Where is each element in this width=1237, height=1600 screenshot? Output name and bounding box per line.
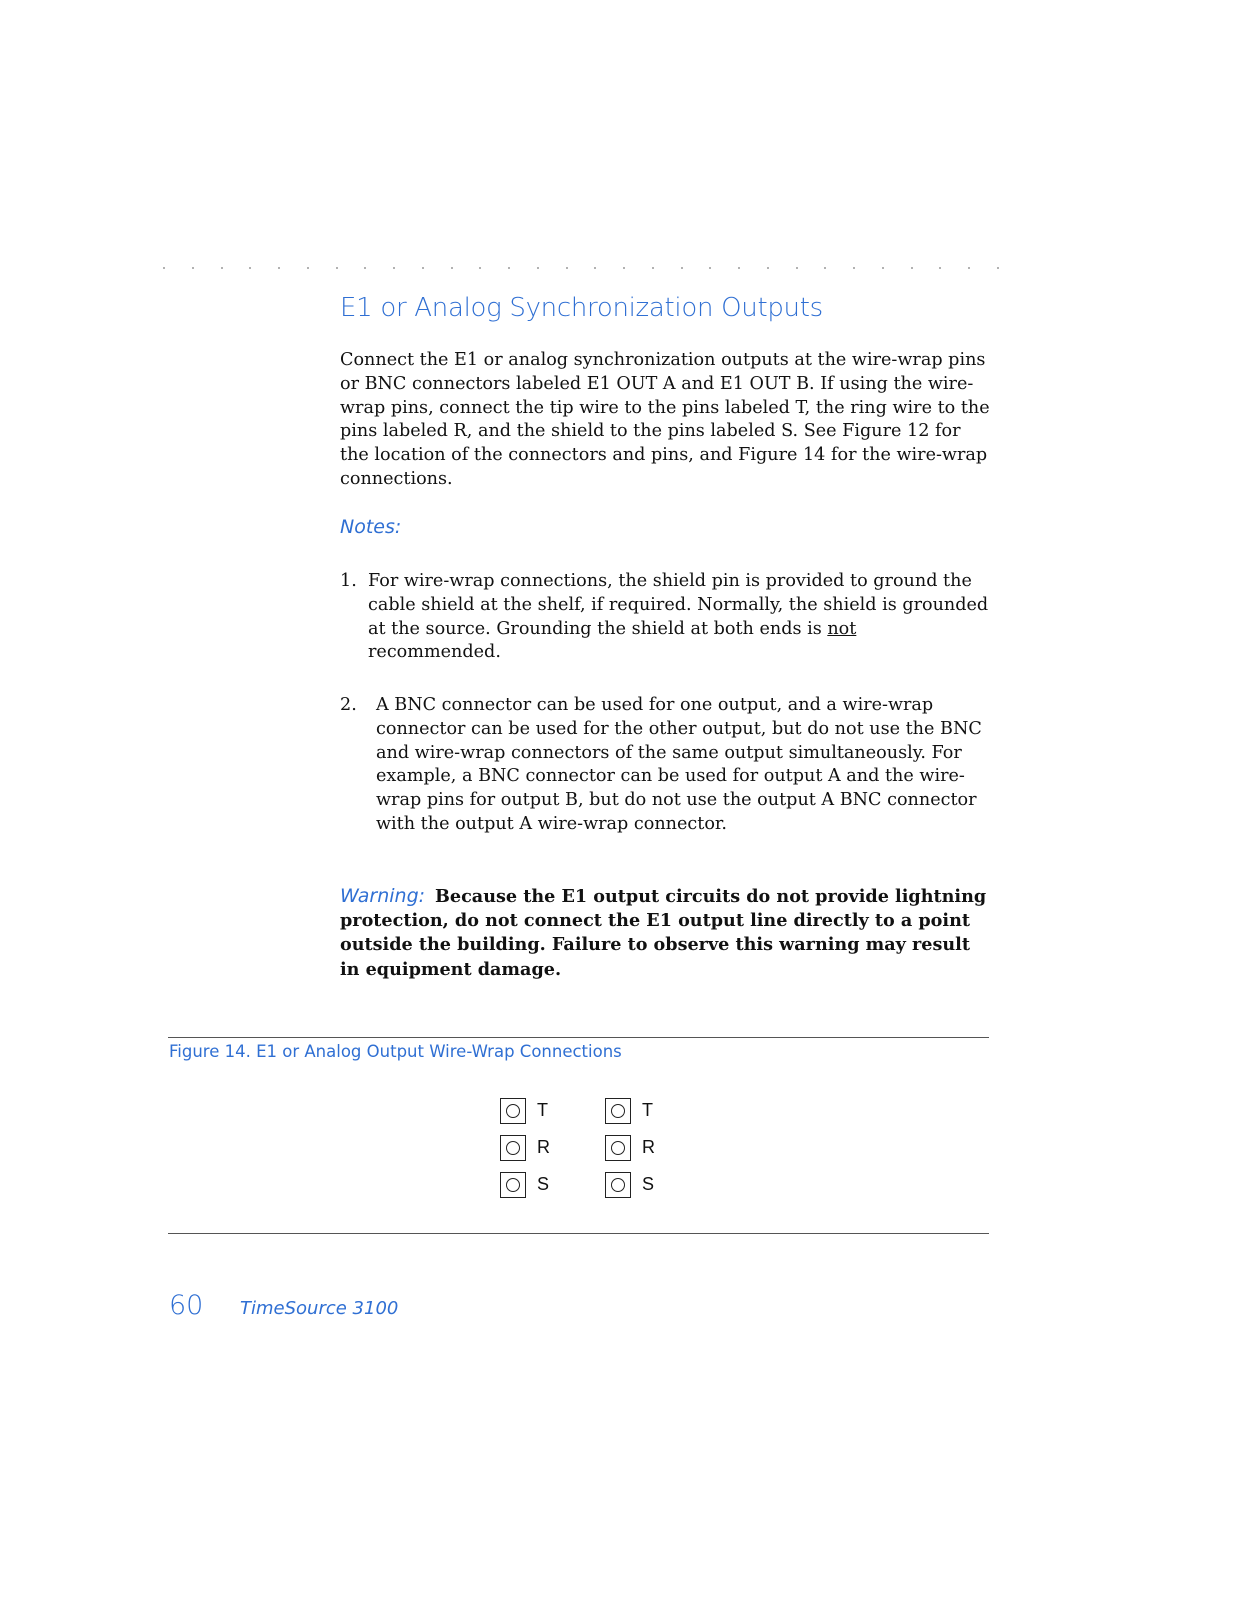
pin-row bbox=[605, 1092, 655, 1129]
wire-wrap-pin-icon bbox=[500, 1135, 526, 1161]
pin-row bbox=[500, 1166, 550, 1203]
separator-dot bbox=[796, 267, 798, 269]
separator-dot bbox=[939, 267, 941, 269]
separator-dot bbox=[623, 267, 625, 269]
separator-dot bbox=[681, 267, 683, 269]
separator-dot bbox=[508, 267, 510, 269]
wire-wrap-pin-icon bbox=[500, 1098, 526, 1124]
separator-dot bbox=[968, 267, 970, 269]
separator-dot bbox=[537, 267, 539, 269]
section-divider-dots bbox=[163, 258, 999, 278]
separator-dot bbox=[422, 267, 424, 269]
wire-wrap-pin-icon bbox=[605, 1098, 631, 1124]
separator-dot bbox=[594, 267, 596, 269]
note-text: A BNC connector can be used for one output, and a wire-wrap connector can be used for the other output, but do not use the BNC and wire-wrap connectors of the same output simultaneously. For example, a BNC connector can be used for output A and the wire-wrap pins for output B, but do not use the output A BNC connector with the output A wire-wrap connector. bbox=[376, 695, 982, 834]
pin-label: T bbox=[537, 1100, 548, 1120]
pin-row bbox=[605, 1166, 655, 1203]
page-number: 60 bbox=[169, 1290, 204, 1321]
emphasis-underline: not bbox=[827, 618, 857, 639]
separator-dot bbox=[652, 267, 654, 269]
separator-dot bbox=[393, 267, 395, 269]
note-item-1 bbox=[340, 570, 990, 665]
separator-dot bbox=[192, 267, 194, 269]
figure-top-rule bbox=[168, 1037, 989, 1038]
intro-paragraph: Connect the E1 or analog synchronization outputs at the wire-wrap pins or BNC connectors labeled E1 OUT A and E1 OUT B. If using the wire-wrap pins, connect the tip wire to the pins labeled T, the ring wire to the pins labeled R, and the shield to the pins labeled S. See Figure 12 for the location of the connectors and pins, and Figure 14 for the wire-wrap connections. bbox=[340, 350, 990, 489]
pin-label: R bbox=[537, 1137, 550, 1157]
pin-label: S bbox=[537, 1174, 550, 1194]
separator-dot bbox=[911, 267, 913, 269]
pin-row bbox=[605, 1129, 655, 1166]
separator-dot bbox=[738, 267, 740, 269]
note-text: For wire-wrap connections, the shield pin is provided to ground the cable shield at the shelf, if required. Normally, the shield is grounded at the source. Grounding the shield at both ends is not recommended. bbox=[368, 571, 989, 663]
product-name: TimeSource 3100 bbox=[240, 1298, 399, 1319]
wire-wrap-pin-icon bbox=[500, 1172, 526, 1198]
separator-dot bbox=[997, 267, 999, 269]
warning-text: Because the E1 output circuits do not provide lightning protection, do not connect the E1 output line directly to a point outside the building. Failure to observe this warning may result in equipment damage. bbox=[340, 886, 987, 980]
separator-dot bbox=[249, 267, 251, 269]
pin-label: R bbox=[642, 1137, 655, 1157]
note-number: 1. bbox=[340, 571, 357, 591]
wire-wrap-pin-icon bbox=[605, 1172, 631, 1198]
separator-dot bbox=[307, 267, 309, 269]
notes-label: Notes: bbox=[340, 516, 402, 538]
separator-dot bbox=[767, 267, 769, 269]
separator-dot bbox=[278, 267, 280, 269]
warning-block bbox=[340, 884, 992, 982]
separator-dot bbox=[882, 267, 884, 269]
note-item-2 bbox=[340, 694, 990, 837]
separator-dot bbox=[364, 267, 366, 269]
separator-dot bbox=[824, 267, 826, 269]
separator-dot bbox=[451, 267, 453, 269]
separator-dot bbox=[853, 267, 855, 269]
figure-caption: Figure 14. E1 or Analog Output Wire-Wrap Connections bbox=[169, 1042, 622, 1061]
pin-block-2 bbox=[605, 1092, 655, 1203]
wire-wrap-pin-icon bbox=[605, 1135, 631, 1161]
separator-dot bbox=[709, 267, 711, 269]
section-title: E1 or Analog Synchronization Outputs bbox=[340, 293, 823, 323]
separator-dot bbox=[566, 267, 568, 269]
separator-dot bbox=[163, 267, 165, 269]
pin-label: T bbox=[642, 1100, 653, 1120]
separator-dot bbox=[479, 267, 481, 269]
figure-bottom-rule bbox=[168, 1233, 989, 1234]
note-number: 2. bbox=[340, 695, 357, 715]
separator-dot bbox=[221, 267, 223, 269]
pin-row bbox=[500, 1129, 550, 1166]
warning-label: Warning: bbox=[340, 885, 426, 907]
pin-label: S bbox=[642, 1174, 655, 1194]
pin-block-1 bbox=[500, 1092, 550, 1203]
separator-dot bbox=[336, 267, 338, 269]
pin-row bbox=[500, 1092, 550, 1129]
